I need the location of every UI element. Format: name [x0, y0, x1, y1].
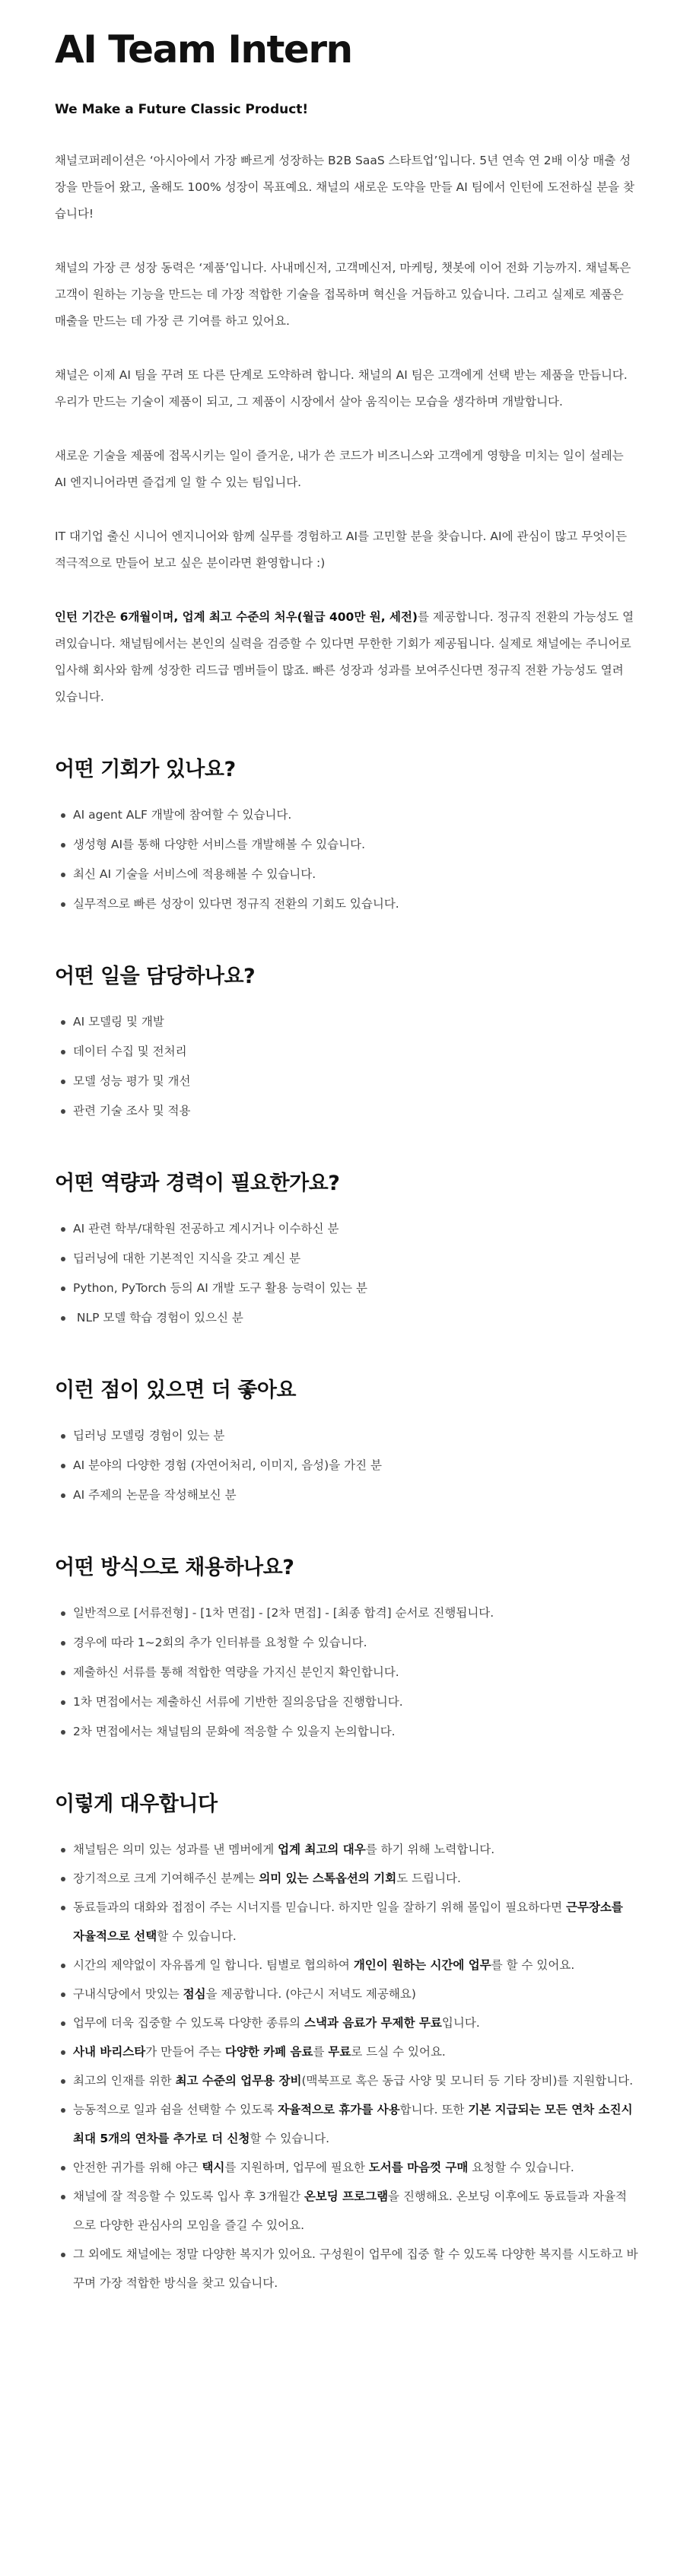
intern-paragraph [55, 604, 638, 711]
bullet-icon [61, 1848, 65, 1852]
bullet-icon [61, 1877, 65, 1881]
list-item: AI 모델링 및 개발 [55, 1007, 638, 1037]
list-item: 생성형 AI를 통해 다양한 서비스를 개발해볼 수 있습니다. [55, 830, 638, 860]
list-item: 딥러닝 모델링 경험이 있는 분 [55, 1421, 638, 1451]
tagline: We Make a Future Classic Product! [55, 102, 309, 117]
list-item: 데이터 수집 및 전처리 [55, 1037, 638, 1067]
bullet-icon [61, 1020, 65, 1025]
intro-paragraph: 새로운 기술을 제품에 접목시키는 일이 즐거운, 내가 쓴 코드가 비즈니스와 고객에게 영향을 미치는 일이 설레는 AI 엔지니어라면 즐겁게 일 할 수 있는 팀입니다. [55, 449, 624, 489]
bullet-icon [61, 1964, 65, 1968]
bullet-icon [61, 1316, 65, 1321]
list-item: AI agent ALF 개발에 참여할 수 있습니다. [55, 800, 638, 830]
benefits-list [55, 1835, 638, 2298]
list-item: 최고의 인재를 위한 최고 수준의 업무용 장비(맥북프로 혹은 동급 사양 및 모니터 등 기타 장비)를 지원합니다. [55, 2066, 638, 2095]
list-item: Python, PyTorch 등의 AI 개발 도구 활용 능력이 있는 분 [55, 1274, 638, 1303]
list-item: 실무적으로 빠른 성장이 있다면 정규직 전환의 기회도 있습니다. [55, 889, 638, 919]
bullet-icon [61, 1286, 65, 1291]
list-item: 장기적으로 크게 기여해주신 분께는 의미 있는 스톡옵션의 기회도 드립니다. [55, 1864, 638, 1893]
section-heading-preferred: 이런 점이 있으면 더 좋아요 [55, 1379, 297, 1402]
intro-paragraph: 채널의 가장 큰 성장 동력은 ‘제품’입니다. 사내메신저, 고객메신저, 마케팅, 챗봇에 이어 전화 기능까지. 채널톡은 고객이 원하는 기능을 만드는 데 가장 적합한 기술을 접목하며 혁신을 거듭하고 있습니다. 그리고 실제로 제품은 매출을 만드는 데 가장 큰 기여를 하고 있어요. [55, 261, 631, 328]
bullet-icon [61, 1730, 65, 1735]
bullet-icon [61, 1641, 65, 1646]
intro-section [55, 148, 638, 711]
bullet-icon [61, 1257, 65, 1261]
intern-terms-rest: 를 제공합니다. 정규직 전환의 가능성도 열려있습니다. 채널팀에서는 본인의 실력을 검증할 수 있다면 무한한 기회가 제공됩니다. 실제로 채널에는 주니어로 입사해 회사와 함께 성장한 리드급 멤버들이 많죠. 빠른 성장과 성과를 보여주신다면 정규직 전환 가능성도 열려 있습니다. [55, 610, 634, 704]
bullet-icon [61, 1227, 65, 1232]
section-heading-benefits: 이렇게 대우합니다 [55, 1792, 218, 1816]
intro-paragraph: 채널코퍼레이션은 ‘아시아에서 가장 빠르게 성장하는 B2B SaaS 스타트업’입니다. 5년 연속 연 2배 이상 매출 성장을 만들어 왔고, 올해도 100% 성장이 목표예요. 채널의 새로운 도약을 만들 AI 팀에서 인턴에 도전하실 분을 찾습니다! [55, 154, 635, 221]
list-item: 채널팀은 의미 있는 성과를 낸 멤버에게 업계 최고의 대우를 하기 위해 노력합니다. [55, 1835, 638, 1864]
bullet-icon [61, 1611, 65, 1616]
bullet-icon [61, 1700, 65, 1705]
bullet-icon [61, 2108, 65, 2113]
bullet-icon [61, 2253, 65, 2257]
bullet-icon [61, 1464, 65, 1468]
bullet-icon [61, 1109, 65, 1114]
bullet-icon [61, 902, 65, 907]
section-heading-requirements: 어떤 역량과 경력이 필요한가요? [55, 1172, 340, 1195]
bullet-icon [61, 1671, 65, 1675]
hiring-process-list [55, 1598, 638, 1747]
bullet-icon [61, 1493, 65, 1498]
list-item: 제출하신 서류를 통해 적합한 역량을 가지신 분인지 확인합니다. [55, 1658, 638, 1687]
responsibilities-list [55, 1007, 638, 1126]
list-item: 경우에 따라 1~2회의 추가 인터뷰를 요청할 수 있습니다. [55, 1628, 638, 1658]
bullet-icon [61, 873, 65, 877]
bullet-icon [61, 2050, 65, 2055]
list-item: 안전한 귀가를 위해 야근 택시를 지원하며, 업무에 필요한 도서를 마음껏 구매 요청할 수 있습니다. [55, 2153, 638, 2182]
list-item: 사내 바리스타가 만들어 주는 다양한 카페 음료를 무료로 드실 수 있어요. [55, 2037, 638, 2066]
section-heading-opportunities: 어떤 기회가 있나요? [55, 758, 236, 781]
section-heading-hiring-process: 어떤 방식으로 채용하나요? [55, 1556, 294, 1579]
bullet-icon [61, 2195, 65, 2199]
list-item: 채널에 잘 적응할 수 있도록 입사 후 3개월간 온보딩 프로그램을 진행해요. 온보딩 이후에도 동료들과 자율적으로 다양한 관심사의 모임을 즐길 수 있어요. [55, 2182, 638, 2240]
intro-paragraph: 채널은 이제 AI 팀을 꾸려 또 다른 단계로 도약하려 합니다. 채널의 AI 팀은 고객에게 선택 받는 제품을 만듭니다. 우리가 만드는 기술이 제품이 되고, 그 제품이 시장에서 살아 움직이는 모습을 생각하며 개발합니다. [55, 368, 628, 409]
bullet-icon [61, 2079, 65, 2084]
list-item: 2차 면접에서는 채널팀의 문화에 적응할 수 있을지 논의합니다. [55, 1717, 638, 1747]
bullet-icon [61, 1050, 65, 1054]
list-item: 구내식당에서 맛있는 점심을 제공합니다. (야근시 저녁도 제공해요) [55, 1980, 638, 2008]
list-item: 모델 성능 평가 및 개선 [55, 1067, 638, 1096]
list-item: AI 관련 학부/대학원 전공하고 계시거나 이수하신 분 [55, 1214, 638, 1244]
bullet-icon [61, 1434, 65, 1439]
requirements-list [55, 1214, 638, 1333]
bullet-icon [61, 2166, 65, 2171]
list-item: 최신 AI 기술을 서비스에 적용해볼 수 있습니다. [55, 860, 638, 889]
intern-terms-bold: 인턴 기간은 6개월이며, 업계 최고 수준의 처우(월급 400만 원, 세전) [55, 610, 418, 624]
section-heading-responsibilities: 어떤 일을 담당하나요? [55, 965, 256, 988]
bullet-icon [61, 1992, 65, 1997]
list-item: 관련 기술 조사 및 적용 [55, 1096, 638, 1126]
list-item: NLP 모델 학습 경험이 있으신 분 [55, 1303, 638, 1333]
preferred-list [55, 1421, 638, 1510]
list-item: 딥러닝에 대한 기본적인 지식을 갖고 계신 분 [55, 1244, 638, 1274]
list-item: 업무에 더욱 집중할 수 있도록 다양한 종류의 스낵과 음료가 무제한 무료입니다. [55, 2008, 638, 2037]
list-item: 시간의 제약없이 자유롭게 일 합니다. 팀별로 협의하여 개인이 원하는 시간에 업무를 할 수 있어요. [55, 1951, 638, 1980]
list-item: 1차 면접에서는 제출하신 서류에 기반한 질의응답을 진행합니다. [55, 1687, 638, 1717]
list-item: 일반적으로 [서류전형] - [1차 면접] - [2차 면접] - [최종 합격] 순서로 진행됩니다. [55, 1598, 638, 1628]
intro-paragraph: IT 대기업 출신 시니어 엔지니어와 함께 실무를 경험하고 AI를 고민할 분을 찾습니다. AI에 관심이 많고 무엇이든 적극적으로 만들어 보고 싶은 분이라면 환영합니다 :) [55, 530, 628, 570]
list-item: 동료들과의 대화와 접점이 주는 시너지를 믿습니다. 하지만 일을 잘하기 위해 몰입이 필요하다면 근무장소를 자율적으로 선택할 수 있습니다. [55, 1893, 638, 1951]
page-title: AI Team Intern [55, 27, 352, 72]
list-item: AI 주제의 논문을 작성해보신 분 [55, 1480, 638, 1510]
bullet-icon [61, 1906, 65, 1910]
list-item: AI 분야의 다양한 경험 (자연어처리, 이미지, 음성)을 가진 분 [55, 1451, 638, 1480]
list-item: 그 외에도 채널에는 정말 다양한 복지가 있어요. 구성원이 업무에 집중 할 수 있도록 다양한 복지를 시도하고 바꾸며 가장 적합한 방식을 찾고 있습니다. [55, 2240, 638, 2298]
bullet-icon [61, 843, 65, 848]
list-item: 능동적으로 일과 쉼을 선택할 수 있도록 자율적으로 휴가를 사용합니다. 또한 기본 지급되는 모든 연차 소진시 최대 5개의 연차를 추가로 더 신청할 수 있습니다. [55, 2095, 638, 2153]
bullet-icon [61, 813, 65, 818]
bullet-icon [61, 2021, 65, 2026]
bullet-icon [61, 1080, 65, 1084]
opportunities-list [55, 800, 638, 919]
